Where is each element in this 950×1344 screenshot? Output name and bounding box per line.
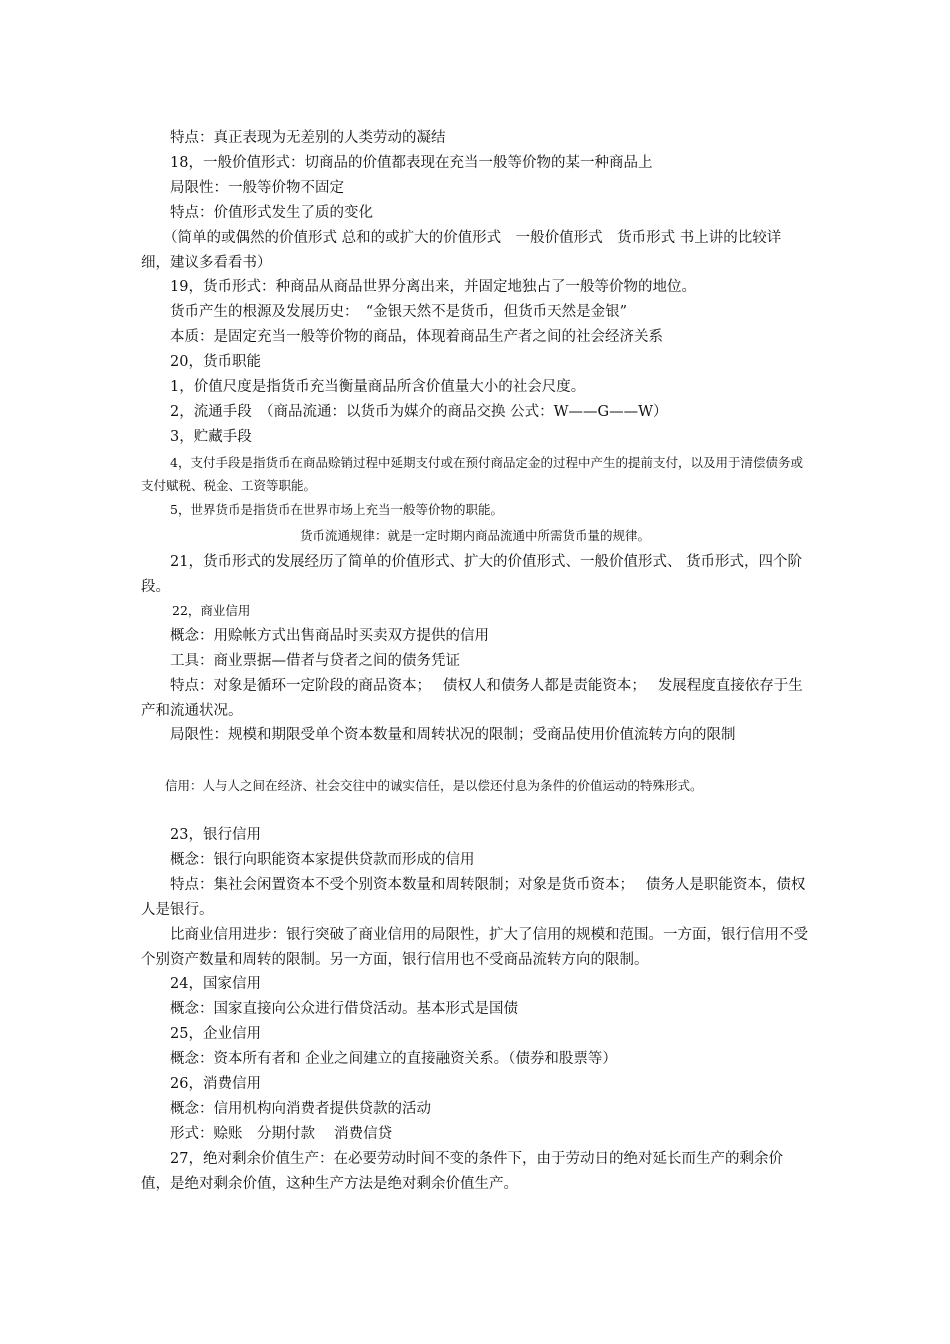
text-paragraph: 21，货币形式的发展经历了简单的价值形式、扩大的价值形式、一般价值形式、 货币形式，四个阶段。 xyxy=(141,554,803,595)
text-line: 信用：人与人之间在经济、社会交往中的诚实信任，是以偿还付息为条件的价值运动的特殊形式。 xyxy=(165,778,703,793)
text-line: 1，价值尺度是指货币充当衡量商品所含价值量大小的社会尺度。 xyxy=(170,379,586,395)
text-line: 局限性：一般等价物不固定 xyxy=(170,180,344,196)
text-line: 本质：是固定充当一般等价物的商品，体现着商品生产者之间的社会经济关系 xyxy=(170,329,663,345)
text-paragraph: 特点：对象是循环一定阶段的商品资本； 债权人和债务人都是责能资本； 发展程度直接依存于生产和流通状况。 xyxy=(141,678,803,719)
text-line: 形式：赊账 分期付款 消费信贷 xyxy=(170,1126,393,1142)
text-line: 18，一般价值形式：切商品的价值都表现在充当一般等价物的某一种商品上 xyxy=(170,155,653,171)
text-line: 工具：商业票据—借者与贷者之间的债务凭证 xyxy=(170,653,460,669)
text-line: 19，货币形式：种商品从商品世界分离出来，并固定地独占了一般等价物的地位。 xyxy=(170,279,696,295)
text-line: 2，流通手段 （商品流通：以货币为媒介的商品交换 公式：W——G——W） xyxy=(170,404,668,420)
text-line: 特点：价值形式发生了质的变化 xyxy=(170,205,373,221)
text-paragraph: 4，支付手段是指货币在商品赊销过程中延期支付或在预付商品定金的过程中产生的提前支付，以及用于清偿债务或支付赋税、税金、工资等职能。 xyxy=(141,455,803,493)
section-heading: 26，消费信用 xyxy=(170,1076,261,1092)
section-heading: 25，企业信用 xyxy=(170,1026,261,1042)
text-line: 概念：信用机构向消费者提供贷款的活动 xyxy=(170,1101,431,1117)
text-line: 5，世界货币是指货币在世界市场上充当一般等价物的职能。 xyxy=(170,502,503,517)
text-line: 货币产生的根源及发展历史： “金银天然不是货币，但货币天然是金银” xyxy=(170,304,628,320)
text-line: 货币流通规律：就是一定时期内商品流通中所需货币量的规律。 xyxy=(299,528,650,543)
text-paragraph: 比商业信用进步：银行突破了商业信用的局限性，扩大了信用的规模和范围。一方面，银行信用不受个别资产数量和周转的限制。另一方面，银行信用也不受商品流转方向的限制。 xyxy=(141,927,808,968)
text-line: 概念：银行向职能资本家提供贷款而形成的信用 xyxy=(170,852,475,868)
text-paragraph: 特点：集社会闲置资本不受个别资本数量和周转限制；对象是货币资本； 债务人是职能资本，债权人是银行。 xyxy=(141,877,806,918)
text-line: 概念：用赊帐方式出售商品时买卖双方提供的信用 xyxy=(170,628,489,644)
section-heading: 24，国家信用 xyxy=(170,976,261,992)
text-line: 概念：国家直接向公众进行借贷活动。基本形式是国债 xyxy=(170,1001,518,1017)
text-line: 3，贮藏手段 xyxy=(170,429,252,445)
section-heading: 23，银行信用 xyxy=(170,827,261,843)
section-heading: 20，货币职能 xyxy=(170,354,261,370)
text-line: 概念：资本所有者和 企业之间建立的直接融资关系。（债券和股票等） xyxy=(170,1051,617,1067)
text-paragraph: （简单的或偶然的价值形式 总和的或扩大的价值形式 一般价值形式 货币形式 书上讲的比较详细，建议多看看书） xyxy=(141,230,782,271)
text-paragraph: 27，绝对剩余价值生产：在必要劳动时间不变的条件下，由于劳动日的绝对延长而生产的剩余价值，是绝对剩余价值，这种生产方法是绝对剩余价值生产。 xyxy=(141,1151,783,1192)
section-heading: 22，商业信用 xyxy=(172,603,251,618)
text-line: 特点：真正表现为无差别的人类劳动的凝结 xyxy=(170,130,446,146)
text-line: 局限性：规模和期限受单个资本数量和周转状况的限制；受商品使用价值流转方向的限制 xyxy=(170,727,736,743)
